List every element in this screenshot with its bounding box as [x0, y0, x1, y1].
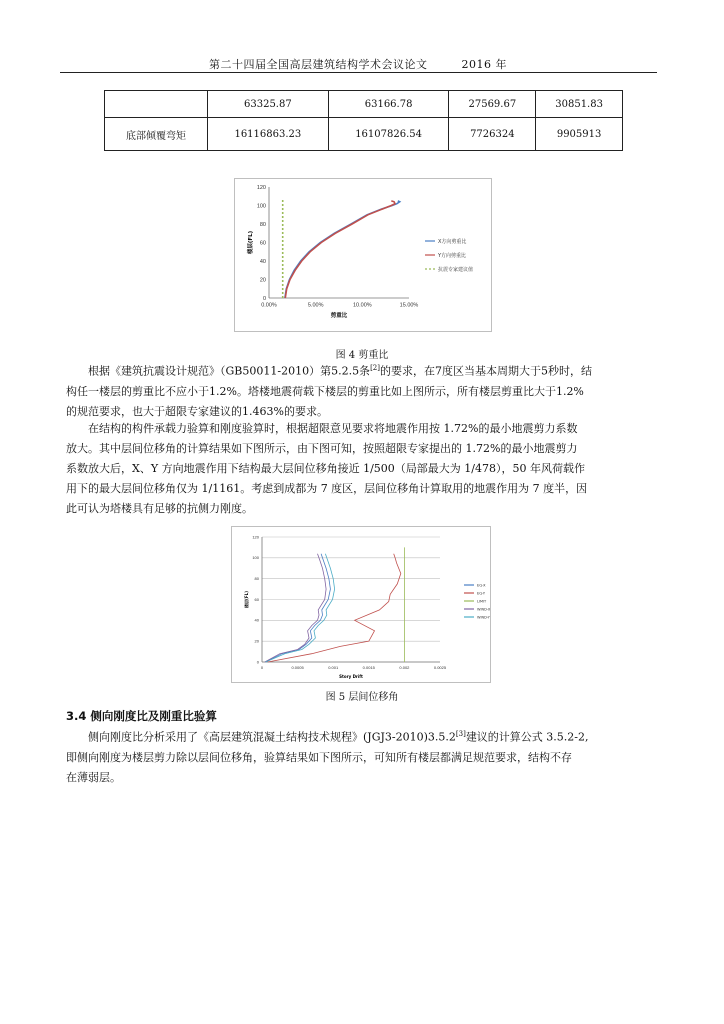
y-tick-label: 100 [256, 203, 266, 210]
table-cell: 9905913 [536, 118, 623, 151]
table-cell: 30851.83 [536, 91, 623, 118]
text-line: 在薄弱层。 [66, 770, 121, 784]
x-tick-label: 5.00% [307, 302, 324, 309]
legend-label: WIND-Y [477, 615, 490, 620]
y-tick-label: 120 [252, 534, 259, 540]
paragraph-2 [66, 419, 658, 519]
series-line-2 [285, 201, 395, 298]
year: 2016 年 [461, 58, 507, 71]
y-tick-label: 40 [254, 617, 259, 623]
x-tick-label: 0.0015 [362, 665, 375, 670]
paragraph-3 [66, 724, 658, 788]
x-tick-label: 0.001 [328, 665, 339, 670]
x-tick-label: 0.0005 [291, 665, 304, 670]
y-tick-label: 40 [259, 258, 266, 265]
section-heading: 3.4 侧向刚度比及刚重比验算 [66, 709, 217, 723]
y-tick-label: 0 [262, 295, 266, 302]
text-line: 的规范要求，也大于超限专家建议的1.463%的要求。 [66, 404, 328, 418]
table-cell [105, 91, 208, 118]
data-table [104, 90, 623, 151]
table-cell: 16116863.23 [208, 118, 329, 151]
series-line-1 [285, 201, 400, 298]
x-axis-label: Story Drift [339, 674, 363, 679]
figure-4-caption: 图 4 剪重比 [335, 350, 389, 361]
x-axis-label: 剪重比 [330, 313, 348, 319]
paragraph-1 [66, 358, 658, 422]
text-line: 构任一楼层的剪重比不应小于1.2%。塔楼地震荷载下楼层的剪重比如上图所示，所有楼层剪重比大于1.2% [66, 384, 584, 398]
y-tick-label: 20 [254, 638, 259, 644]
legend-label: EQ-X [477, 583, 486, 588]
shear-weight-ratio-chart [235, 179, 491, 331]
header-rule [60, 72, 657, 73]
legend-label: LIMIT [477, 599, 487, 604]
y-tick-label: 80 [259, 221, 266, 228]
table-cell: 16107826.54 [328, 118, 449, 151]
x-tick-label: 0.00% [261, 302, 277, 309]
series-line-4 [265, 554, 326, 662]
y-axis-label: 楼层(FL) [244, 591, 249, 608]
table-row [105, 118, 623, 151]
story-drift-chart [232, 527, 490, 682]
text-line: 用下的最大层间位移角仅为 1/1161。考虑到成都为 7 度区，层间位移角计算取用的地震作用为 7 度半，因 [66, 482, 588, 495]
y-tick-label: 60 [254, 596, 259, 602]
legend-label: X方向剪重比 [438, 238, 467, 245]
series-line-2 [268, 554, 401, 662]
y-tick-label: 20 [259, 277, 266, 284]
table-cell: 底部倾覆弯矩 [105, 118, 208, 151]
text-line: 的要求，在7度区当基本周期大于5秒时，结 [379, 364, 592, 378]
x-tick-label: 0 [260, 665, 264, 670]
figure-4 [234, 178, 492, 332]
y-tick-label: 120 [256, 184, 266, 191]
x-tick-label: 15.00% [399, 302, 419, 309]
table-cell: 63325.87 [208, 91, 329, 118]
running-header [60, 56, 656, 72]
legend-label: WIND-X [477, 607, 490, 612]
text-line: 放大。其中层间位移角的计算结果如下图所示，由下图可知，按照超限专家提出的 1.72%的最小地震剪力 [66, 442, 578, 455]
text-line: 系数放大后，X、Y 方向地震作用下结构最大层间位移角接近 1/500（局部最大为 1/478），50 年风荷载作 [66, 462, 585, 475]
text-line: 此可认为塔楼具有足够的抗侧力刚度。 [66, 502, 253, 515]
y-axis-label: 楼层(FL) [248, 230, 254, 255]
y-tick-label: 0 [256, 659, 259, 665]
text-line: 根据《建筑抗震设计规范》（GB50011-2010）第5.2.5条 [88, 364, 371, 378]
x-tick-label: 10.00% [353, 302, 372, 309]
x-tick-label: 0.002 [399, 665, 410, 670]
text-line: 侧向刚度比分析采用了《高层建筑混凝土结构技术规程》(JGJ3-2010)3.5.2 [88, 730, 456, 744]
legend-label: 抗震专家建议值 [438, 266, 474, 273]
legend-label: Y方向剪重比 [438, 252, 467, 259]
text-line: 在结构的构件承载力验算和刚度验算时，根据超限意见要求将地震作用按 1.72%的最小地震剪力系数 [88, 422, 578, 435]
series-line-1 [266, 554, 331, 662]
table-cell: 63166.78 [328, 91, 449, 118]
text-line: 建议的计算公式 3.5.2-2, [465, 730, 589, 744]
x-tick-label: 0.0025 [433, 665, 447, 670]
conference-name: 第二十四届全国高层建筑结构学术会议论文 [209, 58, 428, 71]
table-row [105, 91, 623, 118]
figure-5-caption: 图 5 层间位移角 [325, 692, 399, 703]
text-line: 即侧向刚度为楼层剪力除以层间位移角，验算结果如下图所示，可知所有楼层都满足规范要求，结构不存 [66, 750, 572, 764]
citation: [2] [370, 364, 380, 372]
y-tick-label: 60 [259, 240, 266, 247]
series-line-5 [266, 554, 335, 662]
figure-5 [231, 526, 491, 683]
table-cell: 7726324 [449, 118, 536, 151]
y-tick-label: 80 [254, 576, 259, 581]
legend-label: EQ-Y [477, 591, 486, 596]
y-tick-label: 100 [252, 555, 259, 561]
table-cell: 27569.67 [449, 91, 536, 118]
citation: [3] [455, 730, 466, 738]
